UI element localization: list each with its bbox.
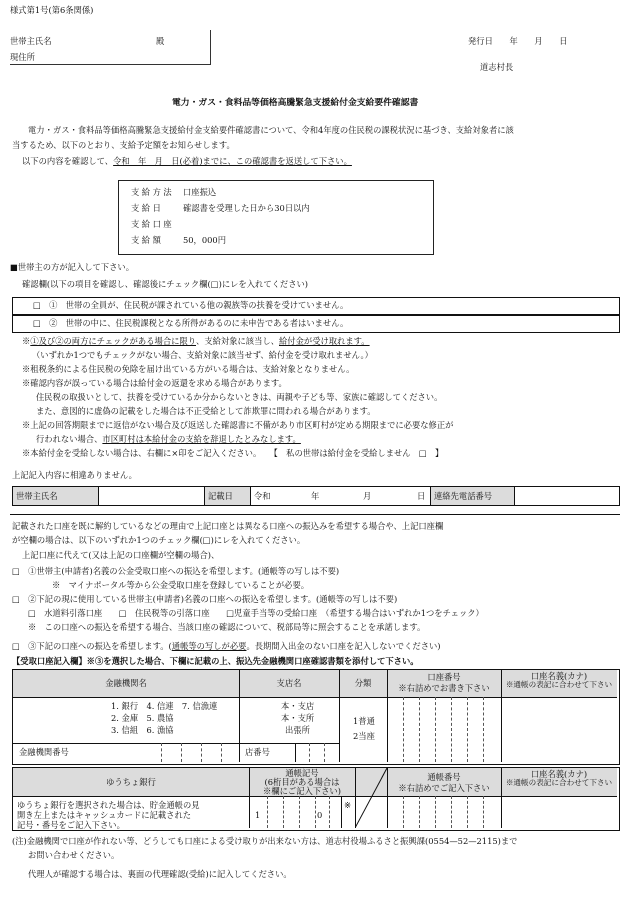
info-label: 支給日 — [131, 203, 164, 213]
yucho-desc-line: 記号・番号をご記入下さい。 — [17, 820, 125, 830]
info-row — [131, 235, 226, 245]
year-label: 年 — [311, 491, 320, 501]
payment-info-box — [118, 180, 434, 255]
digit-sep — [435, 697, 436, 762]
info-value: 50，000円 — [183, 235, 226, 245]
day-label: 日 — [417, 491, 426, 501]
digit-sep — [403, 697, 404, 762]
signature-date-label: 記載日 — [205, 487, 251, 505]
info-label: 支給額 — [131, 235, 164, 245]
bank-type-option[interactable]: 1. 銀行 4. 信連 7. 信漁連 — [111, 701, 218, 711]
account-number-header: 口座番号 — [427, 672, 461, 682]
note-underlined: 給付金が受け取れます。 — [279, 336, 370, 346]
info-row — [131, 203, 310, 213]
diagonal-strike — [355, 768, 387, 828]
footer-note-2: お問い合わせください。 — [28, 850, 120, 860]
digit-sep — [403, 796, 404, 828]
yucho-code-header: 通帳記号 — [285, 768, 319, 778]
note-text: 、支給対象に該当し、 — [196, 336, 279, 346]
address-label: 現住所 — [10, 52, 35, 62]
receive-account-label: 【受取口座記入欄】※③を選択した場合、下欄に記載の上、振込先金融機関口座確認書類を添付して下さい。 — [12, 656, 419, 666]
note-line — [22, 336, 370, 346]
option-3-tail: 。長期間入出金のない口座を記入しないでください) — [246, 641, 441, 651]
digit-sep — [221, 743, 222, 762]
yucho-name-header: ゆうちょ銀行 — [106, 777, 156, 787]
yucho-number-header: 通帳番号 — [427, 772, 461, 782]
yucho-code-note: ※欄にご記入下さい) — [263, 786, 341, 796]
signature-name-field[interactable] — [99, 487, 205, 505]
note-line — [36, 434, 301, 444]
yucho-kana-note: ※通帳の表記に合わせて下さい — [505, 778, 613, 787]
digit-sep — [483, 796, 484, 828]
digit-sep — [309, 743, 310, 762]
row-line — [13, 743, 339, 744]
check-item-1-text: □ ① 世帯の全員が、住民税が課されている他の親族等の扶養を受けていません。 — [33, 300, 349, 310]
signature-row — [12, 486, 620, 506]
issuer: 道志村長 — [480, 62, 514, 72]
info-label: 支給方法 — [131, 187, 175, 197]
digit-sep — [451, 796, 452, 828]
type-header: 分類 — [354, 678, 372, 688]
account-intro-3: 上記口座に代えて(又は上記の口座欄が空欄の場合)、 — [22, 550, 220, 560]
check-item-1[interactable] — [12, 297, 620, 315]
footer-note-1: (注)金融機関で口座が作れない等、どうしても口座による受け取りが出来ない方は、道志村役場ふるさと振興課(0554—52—2115)まで — [12, 836, 518, 846]
digit-sep — [435, 796, 436, 828]
digit-sep — [419, 697, 420, 762]
form-number: 様式第1号(第6条関係) — [10, 5, 94, 15]
note-line: ※租税条約による住民税の免除を届け出ている方がいる場合は、支給対象となりません。 — [22, 364, 355, 374]
col-line — [295, 743, 296, 762]
section1-instruction: 確認欄(以下の項目を確認し、確認後にチェック欄(□)にレを入れてください) — [22, 279, 309, 289]
row-line — [13, 697, 617, 698]
yucho-desc-line: 開き左上またはキャッシュカードに記載された — [17, 810, 192, 820]
digit-sep — [283, 796, 284, 828]
note-underlined: ①及び②の両方にチェックがある場合に限り — [30, 336, 197, 346]
option-3[interactable] — [12, 641, 441, 651]
addressee-box — [10, 30, 211, 65]
yucho-code-last-digit: 0 — [317, 810, 323, 820]
note-line: （いずれか1つでもチェックがない場合、支給対象に該当せず、給付金を受け取れません。） — [32, 350, 373, 360]
divider — [10, 514, 620, 515]
bank-code-label: 金融機関番号 — [19, 747, 69, 757]
footer-note-3: 代理人が確認する場合は、裏面の代理確認(受給)に記入してください。 — [28, 869, 292, 879]
digit-sep — [467, 697, 468, 762]
note-mark: ※ — [22, 336, 31, 346]
branch-type-option[interactable]: 本・支店 — [281, 701, 315, 711]
decline-line[interactable]: ※本給付金を受給しない場合は、右欄に×印をご記入ください。 【 私の世帯は給付金を受給しません □ 】 — [22, 448, 444, 458]
col-line — [387, 670, 388, 762]
note-line: ※上記の回答期限までに返信がない場合及び返送した確認書に不備があり市区町村が定める期限までに必要な修正が — [22, 420, 454, 430]
col-line — [249, 768, 250, 828]
bank-account-table — [12, 669, 620, 765]
account-type-option[interactable]: 1普通 — [353, 716, 375, 726]
honorific: 殿 — [156, 36, 165, 46]
option-1-note: ※ マイナポータル等から公金受取口座を登録していることが必要。 — [52, 580, 310, 590]
intro-line-1: 電力・ガス・食料品等価格高騰緊急支援給付金支給要件確認書について、令和4年度の住民税の課税状況に基づき、支給対象者に該 — [28, 125, 514, 135]
option-2-note: ※ この口座への振込を希望する場合、当該口座の確認について、税部局等に照会することを承諾します。 — [28, 622, 426, 632]
option-3-underlined: 通帳等の写しが必要 — [171, 641, 247, 651]
info-row — [131, 219, 183, 229]
yucho-code-note: (6桁目がある場合は — [264, 777, 340, 787]
note-text: 行われない場合、 — [36, 434, 103, 444]
account-kana-header: 口座名義(カナ) — [530, 671, 588, 681]
account-intro-1: 記載された口座を既に解約しているなどの理由で上記口座とは異なる口座への振込みを希望する場合や、上記口座欄 — [12, 521, 444, 531]
digit-sep — [267, 796, 268, 828]
phone-field[interactable] — [515, 487, 619, 505]
era-label: 令和 — [254, 491, 271, 501]
option-2[interactable]: □ ②下記の現に使用している世帯主(申請者)名義の口座への振込を希望します。(通帳等の写しは不要) — [12, 594, 398, 604]
digit-sep — [329, 796, 330, 828]
branch-header: 支店名 — [276, 678, 302, 688]
check-item-2-text: □ ② 世帯の中に、住民税課税となる所得があるのに未申告である者はいません。 — [33, 318, 349, 328]
col-line — [239, 670, 240, 762]
branch-code-label: 店番号 — [245, 747, 270, 757]
digit-sep — [451, 697, 452, 762]
digit-sep — [315, 796, 316, 828]
month-label: 月 — [363, 491, 372, 501]
yucho-kana-header: 口座名義(カナ) — [530, 769, 588, 779]
phone-label: 連絡先電話番号 — [431, 487, 515, 505]
option-3-lead: □ ③下記の口座への振込を希望します。( — [12, 641, 172, 651]
signature-name-label: 世帯主氏名 — [13, 487, 99, 505]
col-line — [341, 796, 342, 828]
branch-type-option[interactable]: 本・支所 — [281, 713, 315, 723]
signature-date-field[interactable] — [251, 487, 431, 505]
account-number-note: ※右詰めでお書き下さい — [398, 683, 490, 693]
option-2-sub[interactable]: □ 水道料引落口座 □ 住民税等の引落口座 □児童手当等の受給口座 （希望する場合はいずれか1つをチェック） — [28, 608, 484, 618]
note-underlined: 市区町村は本給付金の支給を辞退したとみなします。 — [102, 434, 301, 444]
yucho-account-table — [12, 767, 620, 831]
bank-name-header: 金融機関名 — [105, 678, 147, 688]
digit-sep — [201, 743, 202, 762]
yucho-number-note: ※右詰めでご記入下さい — [398, 783, 490, 793]
info-label: 支給口座 — [131, 219, 175, 229]
account-kana-note: ※通帳の表記に合わせて下さい — [505, 680, 613, 689]
householder-name-label: 世帯主氏名 — [10, 36, 52, 46]
account-type-option[interactable]: 2当座 — [353, 731, 375, 741]
issue-date: 発行日 年 月 日 — [468, 36, 568, 46]
intro-line-2: 当するため、以下のとおり、支給予定額をお知らせします。 — [12, 140, 235, 150]
intro-line-3-lead: 以下の内容を確認して、 — [22, 156, 114, 166]
info-value: 確認書を受理した日から30日以内 — [183, 203, 310, 213]
col-line — [339, 670, 340, 762]
note-line: ※確認内容が誤っている場合は給付金の返還を求める場合があります。 — [22, 378, 287, 388]
document-title: 電力・ガス・食料品等価格高騰緊急支援給付金支給要件確認書 — [172, 98, 419, 108]
return-deadline: 令和 年 月 日(必着)までに、この確認書を返送して下さい。 — [113, 156, 352, 166]
option-1[interactable]: □ ①世帯主(申請者)名義の公金受取口座への振込を希望します。(通帳等の写しは不要) — [12, 566, 340, 576]
digit-sep — [161, 743, 162, 762]
bank-type-option[interactable]: 2. 金庫 5. 農協 — [111, 713, 174, 723]
col-line — [501, 670, 502, 762]
yucho-desc-line: ゆうちょ銀行を選択された場合は、貯金通帳の見 — [17, 800, 200, 810]
digit-sep — [181, 743, 182, 762]
section1-heading: ■世帯主の方が記入して下さい。 — [10, 262, 134, 272]
yucho-code-mark: ※ — [344, 800, 351, 810]
digit-sep — [299, 796, 300, 828]
info-value: 口座振込 — [183, 187, 217, 197]
col-line — [501, 768, 502, 828]
digit-sep — [419, 796, 420, 828]
note-line: 住民税の取扱いとして、扶養を受けているか分からないときは、両親や子ども等、家族に確認してください。 — [36, 392, 443, 402]
check-item-2[interactable] — [12, 315, 620, 333]
info-row — [131, 187, 216, 197]
digit-sep — [467, 796, 468, 828]
col-line — [387, 768, 388, 828]
intro-line-3 — [22, 156, 352, 166]
branch-type-option[interactable]: 出張所 — [285, 725, 310, 735]
account-intro-2: が空欄の場合は、以下のいずれか1つのチェック欄(□)にレを入れてください。 — [12, 535, 306, 545]
note-line: また、意図的に虚偽の記載をした場合は不正受給として詐欺罪に問われる場合があります。 — [36, 406, 376, 416]
digit-sep — [483, 697, 484, 762]
bank-type-option[interactable]: 3. 信組 6. 漁協 — [111, 725, 174, 735]
yucho-code-first-digit: 1 — [255, 810, 261, 820]
consent-text: 上記記入内容に相違ありません。 — [12, 470, 137, 480]
digit-sep — [324, 743, 325, 762]
